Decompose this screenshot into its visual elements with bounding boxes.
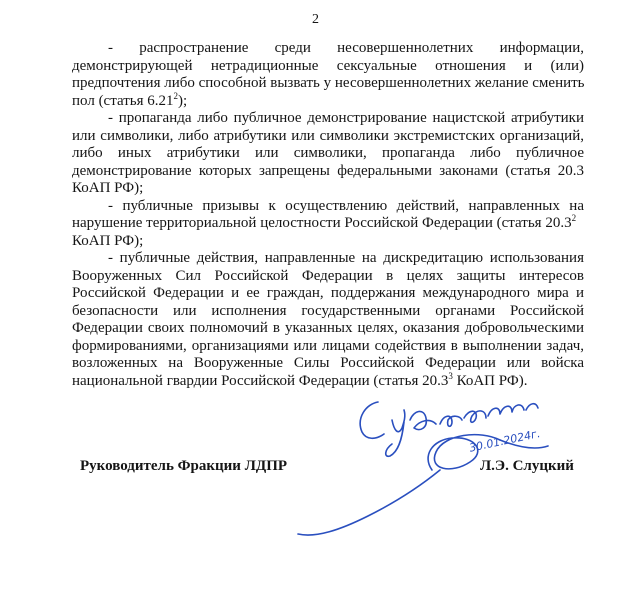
text-line: - пропаганда либо публичное демонстрирование нацистской атрибутики [108,110,584,126]
text-line [72,90,584,111]
paragraph-4 [72,250,584,390]
text-segment: нарушение территориальной целостности Российской Федерации (статья 20.3 [72,215,572,231]
text-line: Вооруженных Сил Российской Федерации в целях защиты интересов [72,267,584,284]
text-line: КоАП РФ); [72,232,144,249]
text-segment: КоАП РФ). [452,372,528,389]
signatory-position: Руководитель Фракции ЛДПР [80,458,288,474]
signature-date: 30.01.2024г. [468,426,542,455]
text-line: возложенных на Вооруженные Силы Российской Федерации или войска [72,355,584,371]
text-line: либо иных атрибутики или символики, пропаганда либо публичное [72,145,584,161]
text-line: - распространение среди несовершеннолетних информации, [108,40,584,56]
signatory-name: Л.Э. Слуцкий [480,458,574,474]
text-line [72,370,584,391]
text-segment: ); [178,92,188,109]
text-line: КоАП РФ); [72,180,144,196]
superscript: 3 [448,370,453,381]
text-line: демонстрирующей нетрадиционные сексуальные отношения и (или) [72,57,584,74]
text-line: формированиями, организациями или лицами содействия в выполнении задач, [72,337,584,354]
text-line: или символики, либо атрибутики или символики экстремистских организаций, [72,127,584,144]
text-line: Федерации своих полномочий в указанных целях, оказания добровольческими [72,320,584,336]
text-line [72,215,584,233]
paragraph-3 [72,198,584,251]
text-line: Российской Федерации и ее граждан, поддержания международного мира и [72,285,584,301]
text-segment: пол (статья 6.21 [72,92,174,109]
text-line: - публичные действия, направленные на дискредитацию использования [108,250,584,266]
text-segment: национальной гвардии Российской Федерации (статья 20.3 [72,372,449,389]
document-body [72,40,584,390]
superscript: 2 [173,90,179,101]
page-number: 2 [312,12,319,27]
superscript: 2 [571,213,577,223]
text-line: предпочтения либо способной вызвать у несовершеннолетних желание сменить [72,75,585,91]
paragraph-2 [72,110,584,198]
text-line: демонстрирование которых запрещены федеральными законами (статья 20.3 [72,162,584,179]
paragraph-1 [72,40,584,110]
text-line: - публичные призывы к осуществлению действий, направленных на [108,197,584,214]
text-line: безопасности или исполнения государственными органами Российской [72,302,584,319]
